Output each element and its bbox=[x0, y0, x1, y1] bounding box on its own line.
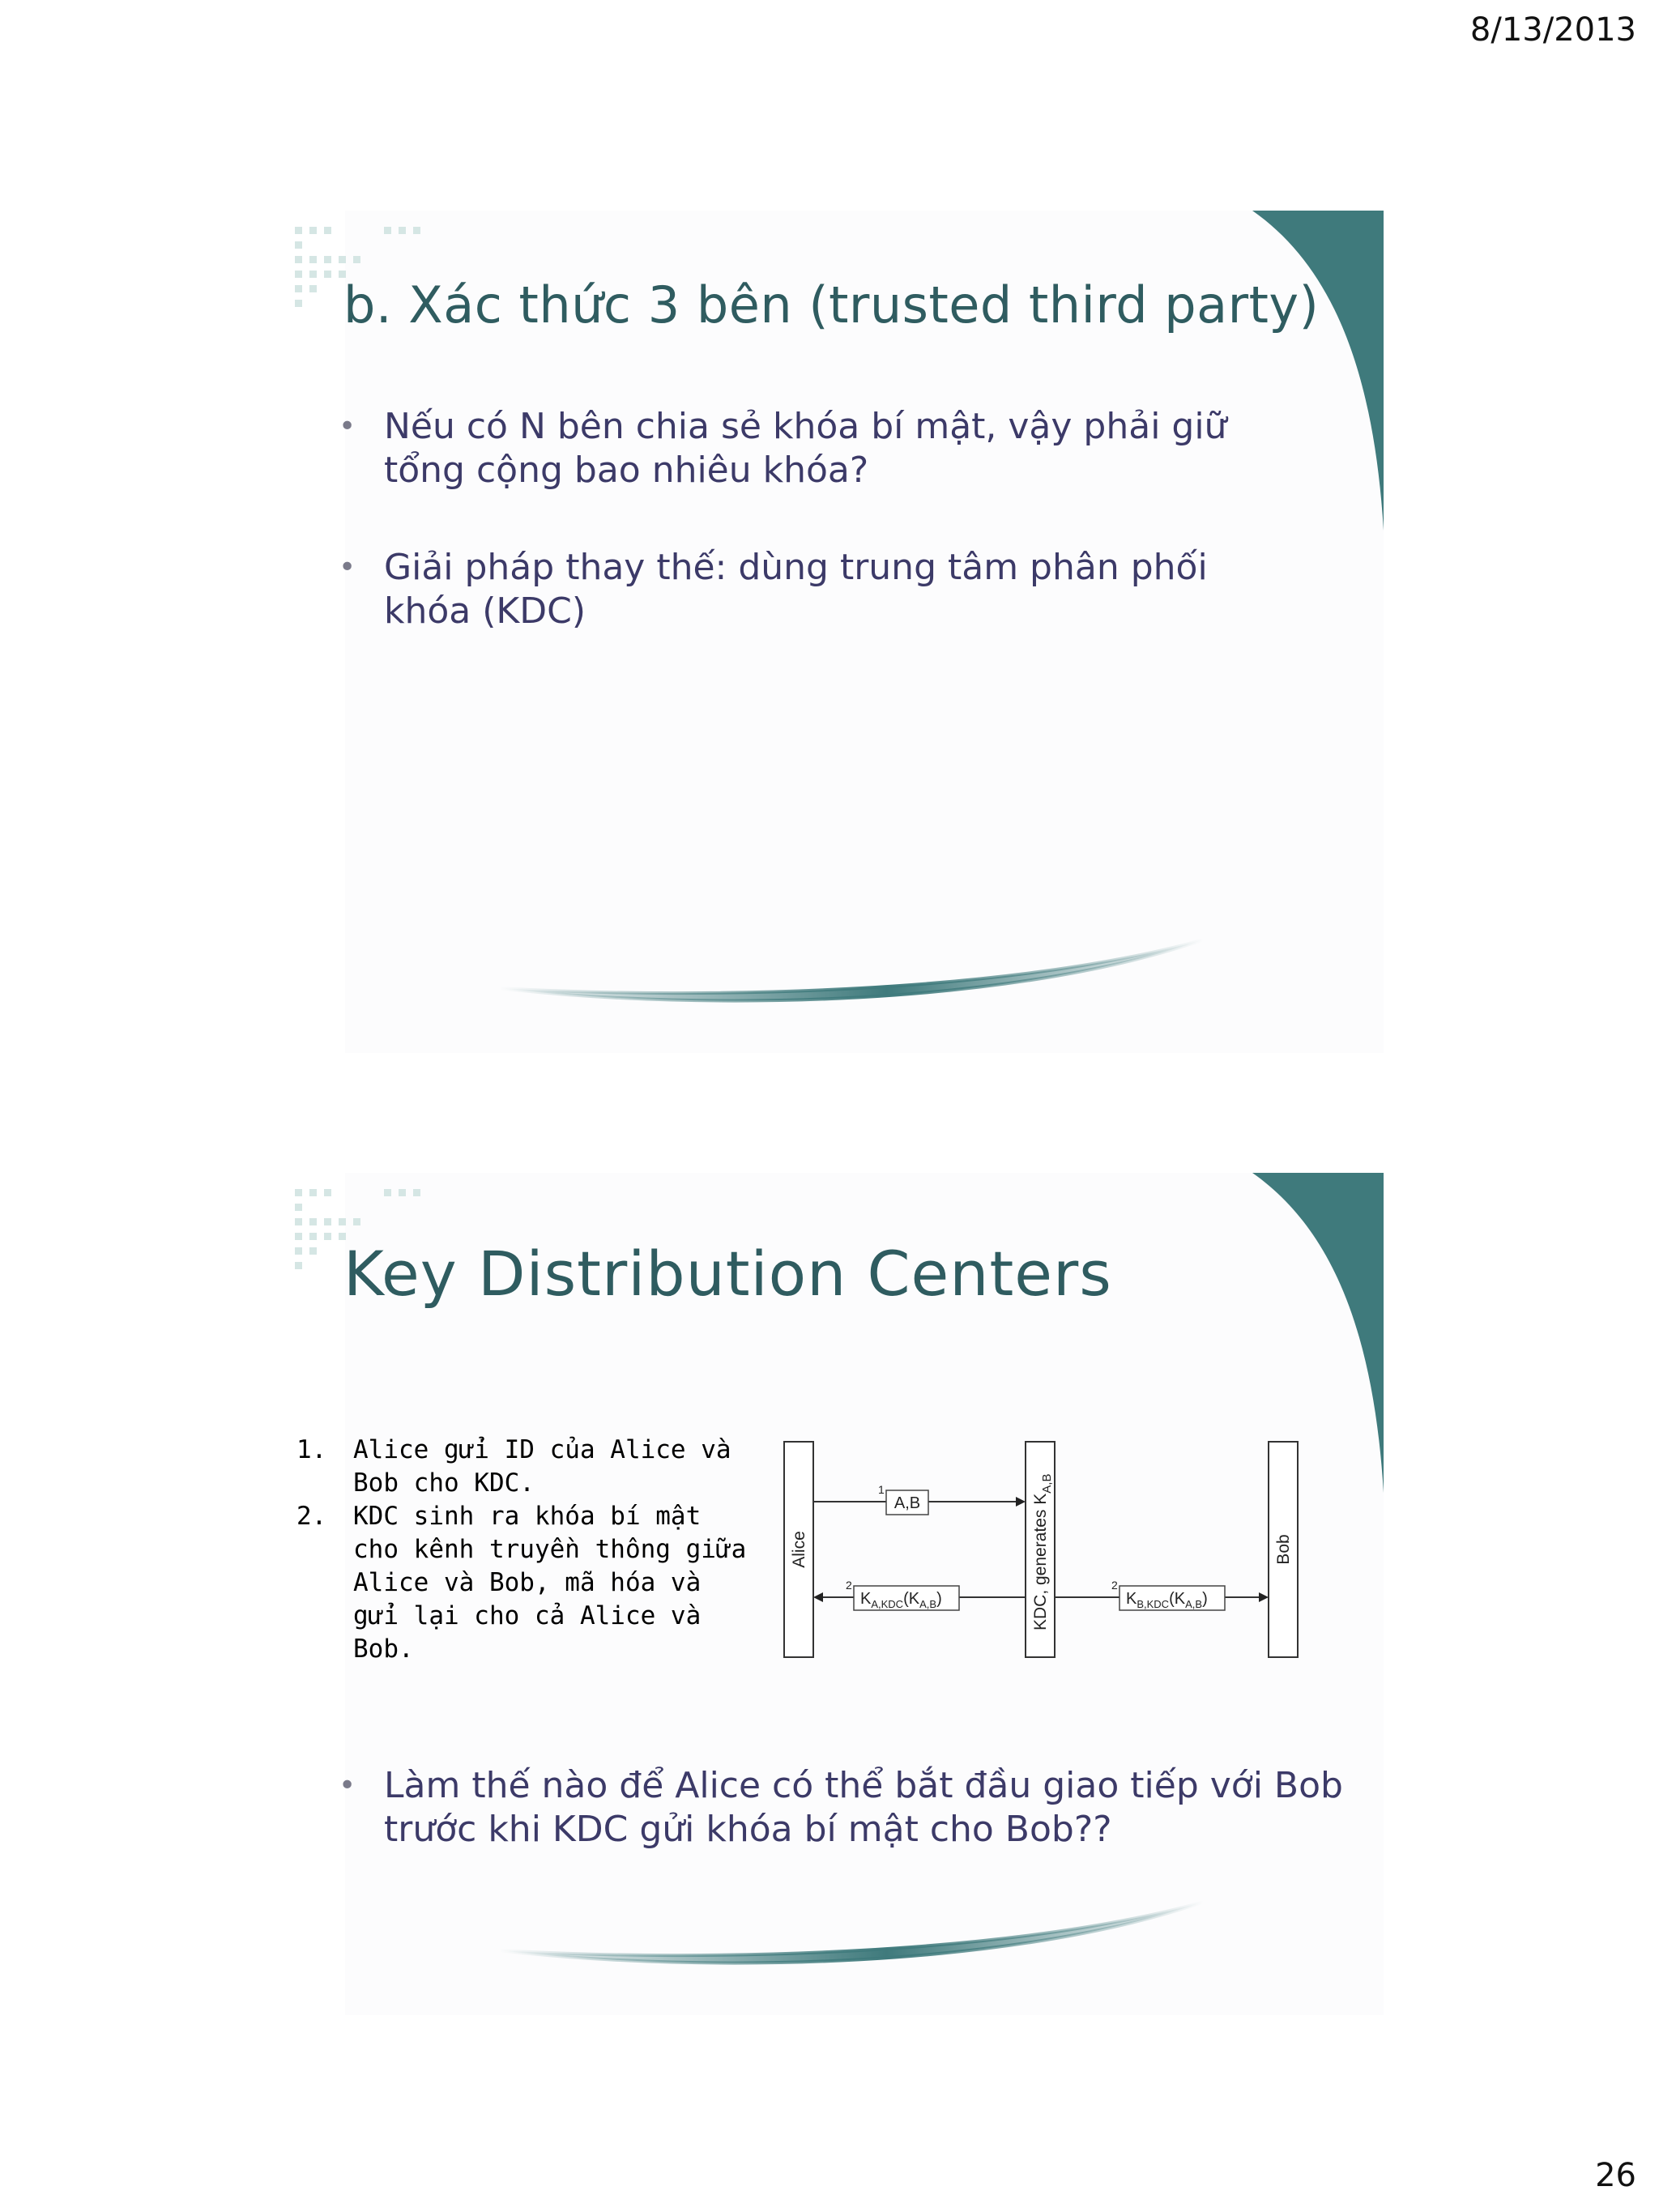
step-text: KDC sinh ra khóa bí mật cho kênh truyền thông giữa Alice và Bob, mã hóa và gửi lại cho cả Alice và Bob. bbox=[353, 1502, 747, 1664]
bullet-text: Làm thế nào để Alice có thể bắt đầu giao tiếp với Bob trước khi KDC gửi khóa bí mật cho Bob?? bbox=[384, 1765, 1343, 1850]
bottom-swoosh bbox=[499, 1902, 1204, 1963]
msg2b-k: K bbox=[1126, 1590, 1137, 1608]
arrowhead-icon bbox=[813, 1592, 823, 1602]
msg2b-open: ( bbox=[1169, 1590, 1175, 1608]
slide-1 bbox=[288, 211, 1384, 1053]
msg2a-open: ( bbox=[903, 1590, 909, 1608]
message-1-label: A,B bbox=[893, 1494, 921, 1512]
page-number: 26 bbox=[1595, 2157, 1636, 2194]
msg2b-inner-k: K bbox=[1174, 1590, 1186, 1608]
msg2a-k: K bbox=[860, 1590, 872, 1608]
step-item bbox=[296, 1434, 750, 1500]
message-1-number: 1 bbox=[878, 1483, 885, 1496]
bullet-text: Giải pháp thay thế: dùng trung tâm phân phối khóa (KDC) bbox=[384, 547, 1208, 632]
bullet-list bbox=[337, 1764, 1350, 1852]
page-date: 8/13/2013 bbox=[1469, 11, 1636, 49]
bob-label: Bob bbox=[1274, 1534, 1293, 1565]
slide-2 bbox=[288, 1173, 1384, 2015]
step-number: 2. bbox=[296, 1502, 327, 1531]
kdc-label-sub: A,B bbox=[1040, 1473, 1054, 1494]
msg2b-close: ) bbox=[1202, 1590, 1208, 1608]
bullet-icon: • bbox=[339, 1769, 356, 1802]
bullet-icon: • bbox=[339, 410, 356, 443]
slide-title: b. Xác thức 3 bên (trusted third party) bbox=[343, 275, 1320, 335]
bullet-icon: • bbox=[339, 551, 356, 584]
step-text: Alice gửi ID của Alice và Bob cho KDC. bbox=[353, 1435, 731, 1498]
msg2b-inner-sub: A,B bbox=[1185, 1598, 1203, 1610]
bullet-item bbox=[337, 546, 1269, 633]
bullet-item bbox=[337, 1764, 1350, 1852]
bullet-item bbox=[337, 405, 1269, 492]
message-2b-number: 2 bbox=[1111, 1579, 1118, 1592]
bullet-text: Nếu có N bên chia sẻ khóa bí mật, vậy phải giữ tổng cộng bao nhiêu khóa? bbox=[384, 406, 1227, 491]
bottom-swoosh bbox=[499, 940, 1204, 1001]
arrowhead-icon bbox=[1016, 1497, 1026, 1507]
msg2a-inner-sub: A,B bbox=[919, 1598, 937, 1610]
step-number: 1. bbox=[296, 1435, 327, 1464]
step-item bbox=[296, 1500, 750, 1666]
message-2a-number: 2 bbox=[846, 1579, 852, 1592]
msg2a-close: ) bbox=[936, 1590, 942, 1608]
bullet-list bbox=[337, 405, 1269, 687]
steps-list bbox=[296, 1434, 750, 1666]
msg2b-sub: B,KDC bbox=[1137, 1598, 1170, 1610]
msg2a-sub: A,KDC bbox=[871, 1598, 904, 1610]
alice-label: Alice bbox=[790, 1531, 808, 1568]
kdc-label-text: KDC, generates K bbox=[1031, 1493, 1050, 1630]
arrowhead-icon bbox=[1259, 1592, 1269, 1602]
slide-title: Key Distribution Centers bbox=[343, 1238, 1112, 1310]
msg2a-inner-k: K bbox=[908, 1590, 920, 1608]
kdc-diagram bbox=[783, 1440, 1317, 1667]
corner-swoosh bbox=[1252, 211, 1384, 531]
